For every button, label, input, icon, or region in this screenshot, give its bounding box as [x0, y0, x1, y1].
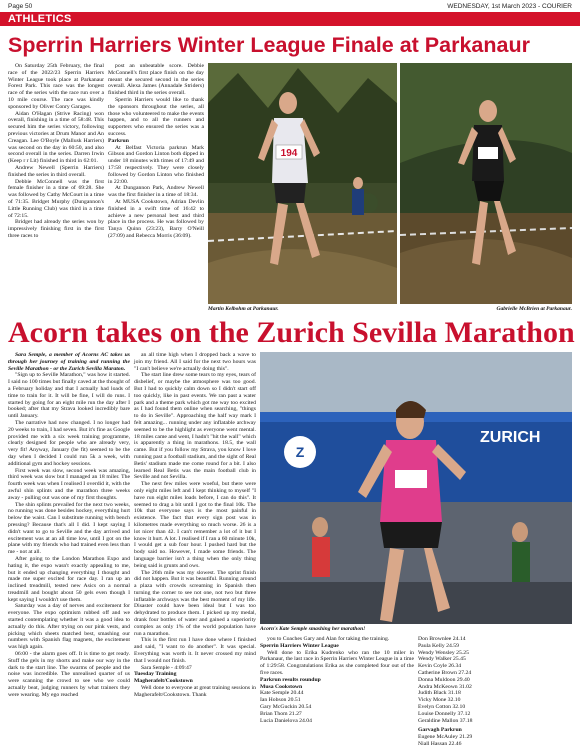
paragraph: Sperrin Harriers Winter League	[260, 642, 339, 649]
paragraph: Magherafelt/Cookstown	[134, 678, 193, 685]
svg-text:ZURICH: ZURICH	[480, 429, 541, 446]
paragraph: On Saturday 25th February, the final race of the 2022/23 Sperrin Harriers Winter League took place at Parkanaur Forest Park. This race was the longest race of the series with the race run over a 10 mile course. The race was kindly sponsored by Oliver Conry Garages.	[8, 63, 104, 110]
results-item: Catherine Brown 27.24	[418, 669, 472, 676]
results-item: Andra McKeown 31.02	[418, 683, 472, 690]
results-item: Kate Semple 20.44	[260, 690, 304, 697]
paragraph: The 26th mile was my slowest. The sprint finish did not happen. But it was beautiful. Running around a plaza with crowds screaming in Spanish then turning the corner to see not one, not two but three inflatable archways was the best moment of my life. Disaster could have been ideal but I was too dehydrated to produce them. I picked up my medal, drank four bottles of water and gained a superiority complex as only 1% of the world population have run a marathon.	[134, 569, 256, 637]
photo-runner-mcbrien-image	[400, 63, 572, 304]
photo-marathon-runner-image	[260, 352, 572, 624]
paragraph: Tuesday Training	[134, 671, 177, 678]
paragraph: an all time high when I dropped back a wave to join my friend. All I said for the next two hours was "I can't believe we're actually doing this".	[134, 352, 256, 372]
paragraph: Well done to Erika Kudrenko who ran the 10 miler in Parkanaur, the last race in Sperrin Harriers Winter League in a time of 1:29:58. Congratulations Erika as she completed four out of the five races.	[260, 649, 414, 676]
paragraph: The next few miles were woeful, but there were only eight miles left and I kept thinking to myself "I have run eight miles loads before, I can do this". It seemed to drag a bit until I got to the final 10k. The 10k that everyone says is the most painful in existence. The fact that every sign post was in kilometres made everything so much worse. 26 is a lot nicer than 42. I can't remember a lot of it but I know it hurt. A lot. I realised if I ran a 60 minute 10k, I would get a sub four hour. I pushed hard but the body said no. However, I made some friends. The language barrier isn't a thing when the only thing being said is grunts and ows.	[134, 481, 256, 569]
photo3-caption: Acorn's Kate Semple smashing her marathon!	[260, 626, 366, 632]
paragraph: This is the first run I have done where I finished and said, "I want to do another". It was special. Everything was worth it. It never crossed my mind that I would not finish.	[134, 637, 256, 664]
paragraph: The shin splints prevailed for the next two weeks, no running was done besides hockey, everything hurt below the waist. Can I substitute running with bench pressing? Because that's all I did. I kept saying I didn't want to go to Seville and the day arrived and excitement was at an all time low, until I got on the plane with my friends who had trained even less than me - not at all.	[8, 501, 130, 556]
page-header	[8, 2, 572, 11]
runner-bib-number: 194	[280, 148, 298, 159]
article1-column-1	[8, 63, 104, 313]
results-item: Geraldine Mallon 37.18	[418, 717, 473, 724]
results-item: Wendy Wensley 25.25	[418, 649, 469, 656]
paragraph: post an unbeatable score. Debbie McConnell's first place finish on the day meant she secured second in the series overall. Alexa James (Annadale Striders) finished third in the series overall.	[108, 63, 204, 97]
paragraph: Sperrin Harriers would like to thank the sponsors throughout the series, all those who volunteered to make the events happen, and to all the runners and supporters who ensured the series was a success.	[108, 96, 204, 137]
section-bar	[0, 12, 580, 26]
results-item: Don Brownlee 24.14	[418, 636, 466, 642]
paragraph: First week was slow, second week was amazing, third week was slow but I managed an 18 miler. The fourth week was when I realised I overdid it, with the awful shin splints and the marathon three weeks away - pulling out was one of my first thoughts.	[8, 467, 130, 501]
svg-text:Z: Z	[295, 444, 305, 460]
article2-column-2	[134, 352, 256, 733]
paragraph: Well done to everyone at great training sessions in Magherafelt/Cookstown. Thank	[134, 685, 256, 698]
photo1-caption: Martin Kelbohm at Parkanaur.	[208, 306, 279, 312]
photo-runner-mcbrien	[400, 63, 572, 304]
photo-runner-kelbohm	[208, 63, 397, 304]
photo-runner-kelbohm-image	[208, 63, 397, 304]
paragraph: After going to the London Marathon Expo and hating it, the expo wasn't exactly appealing to me, but it ended up changing everything I thought and made me super excited for race day. I ran up an inclined treadmill, tested new Asics on a normal treadmill and bought about 50 gels even though I kept saying I wouldn't use them.	[8, 555, 130, 603]
results-item: Vicky Mone 32.10	[418, 697, 461, 704]
paragraph: Sara Semple - 4:09:47	[141, 664, 192, 671]
paragraph: Andrew Newell (Sperrin Harriers) finished the series in third overall.	[8, 164, 104, 178]
results-item: Kevin Coyle 26.34	[418, 663, 462, 670]
page-date: WEDNESDAY, 1st March 2023 - COURIER	[447, 3, 572, 10]
paragraph: The narrative had now changed. I no longer had 20 weeks to train, I had seven. But it's fine as Google provided me with a six week training programme, clearly designed for people who are already very, very fit! Anyway, January (be fit) seemed to be the day when I decided I could run 5k a week, with additional gym and hockey sessions.	[8, 419, 130, 467]
article1-headline: Sperrin Harriers Winter League Finale at Parkanaur	[8, 33, 530, 57]
photo2-caption: Gabrielle McBrien at Parkanaur.	[496, 306, 572, 312]
results-heading: Garvagh Parkrun	[418, 727, 462, 734]
results-item: Brian Thom 21.27	[260, 710, 302, 717]
results-item: Gary McGuckin 20.54	[260, 703, 312, 710]
results-item: Evelyn Cotton 32.10	[418, 703, 466, 710]
results-item: Lucia Danielova 24.04	[260, 717, 312, 724]
paragraph: Bridget had already the series won by impressively finishing first in the first three races to	[8, 219, 104, 239]
paragraph: "Sign up to Seville Marathon," was how it started. I said no 100 times but finally caved at the thought of a February holiday and that I actually had loads of time to train for it. It will be fine, I will do runs. I started by going for an eight mile run the day after I booked; after that my Strava looked incredibly bare until January.	[8, 372, 130, 420]
results-item: Donna Muldoon 29.40	[418, 676, 470, 683]
paragraph: At Belfast Victoria parkrun Mark Gibson and Gordon Linton both dipped in under 18 minutes with times of 17:49 and 17:58 respectively. They were closely followed by Gordon Linton who finished in 22:00.	[108, 144, 204, 185]
results-item: Judith Black 31.18	[418, 690, 461, 697]
paragraph: Sara Semple, a member of Acorns AC takes us through her journey of training and running the Seville Marathon - or the Zurich Sevilla Maraton.	[8, 352, 130, 372]
results-item: Niall Hassan 22.46	[418, 740, 462, 747]
results-list	[418, 636, 572, 724]
paragraph: Debbie McConnell was the first female finisher in a time of 69:28. She was followed by Cathy McCourt in a time of 71:35. Bridget Murphy (Dungannon's Little Running Club) was third in a time of 72:15.	[8, 178, 104, 219]
article2-column-3	[260, 636, 414, 734]
article2-column-4	[418, 636, 572, 747]
paragraph: you to Coaches Gary and Alan for taking the training.	[267, 636, 390, 642]
paragraph: Parkrun results roundup	[260, 676, 321, 683]
article1-column-2	[108, 63, 204, 313]
results-item: Wendy Walker 25.45	[418, 656, 466, 663]
paragraph: Parkrun	[108, 137, 129, 144]
results-item: Louise Donnelly 37.12	[418, 710, 471, 717]
article2-headline: Acorn takes on the Zurich Sevilla Marathon	[8, 316, 575, 349]
paragraph: Saturday was a day of nerves and excitement for everyone. The expo optimism rubbed off and we started contemplating whether it was a good idea to actually do this. After trying on our pink vests, and picking which sheets matched best, smashing our numbers with Spanish flag magnets, the excitement was high again.	[8, 603, 130, 651]
article2-column-1	[8, 352, 130, 733]
paragraph: Aidan O'Hagan (Strive Racing) won overall, finishing in a time of 58:48. This secured him the series victory, following previous victories at Drum Manor and An Creagan. Lee O'Boyle (Mallusk Harriers) was second on the day in 60:50, and also second overall in the series. Darren Irwin (Keep r r Lit) finished in third in 62:01.	[8, 110, 104, 165]
results-item: Paula Kelly 24.59	[418, 642, 459, 649]
paragraph: At Dungannon Park, Andrew Newell was the first finisher in a time of 18:34.	[108, 185, 204, 199]
results-item: Ian Hobson 20.51	[260, 697, 301, 704]
results-list	[418, 734, 572, 748]
results-list	[260, 690, 414, 724]
results-item: Eugene McAuley 21.29	[418, 734, 473, 741]
section-title: ATHLETICS	[8, 13, 72, 25]
paragraph: Musa Cookstown	[260, 683, 303, 690]
paragraph: The start line drew some tears to my eyes, tears of disbelief, or maybe the atmosphere was too good. But I had to quickly calm down so I didn't start off too quickly, like in past events. We ran past a water park and a theme park which got me way too excited as I had found them online when searching, "things to do in Seville". Approaching the half way mark I felt amazing... running under any inflatable archway seemed to be the highlight as everyone went mental. 18 miles came and went, I hadn't "hit the wall" which is apparently a thing in marathons. 18.5, the wall came. But if you follow my Strava, you know I love running past a football stadium, and the sight of Real Betis' stadium made me come round for a bit. I also learned Real Betis was the main football club in Seville and not Sevilla.	[134, 372, 256, 481]
photo-marathon-runner	[260, 352, 572, 624]
page-number: Page 50	[8, 3, 33, 10]
paragraph: 06:00 - the alarm goes off. It is time to get ready. Stuff the gels in my shorts and make our way in the dark to the start line. The swarms of people and the noise was incredible. The unrealised quarter of us were scanning the crowd to see who we could actually beat, judging runners by what trainers they were wearing. My ego reached	[8, 651, 130, 698]
paragraph: At MUSA Cookstown, Adrian Devlin finished in a swift time of 16:42 to achieve a new personal best and third place in the process. He was followed by Tanya Quinn (23:23), Barry O'Neill (27:09) and Rebecca Morris (36:09).	[108, 198, 204, 239]
